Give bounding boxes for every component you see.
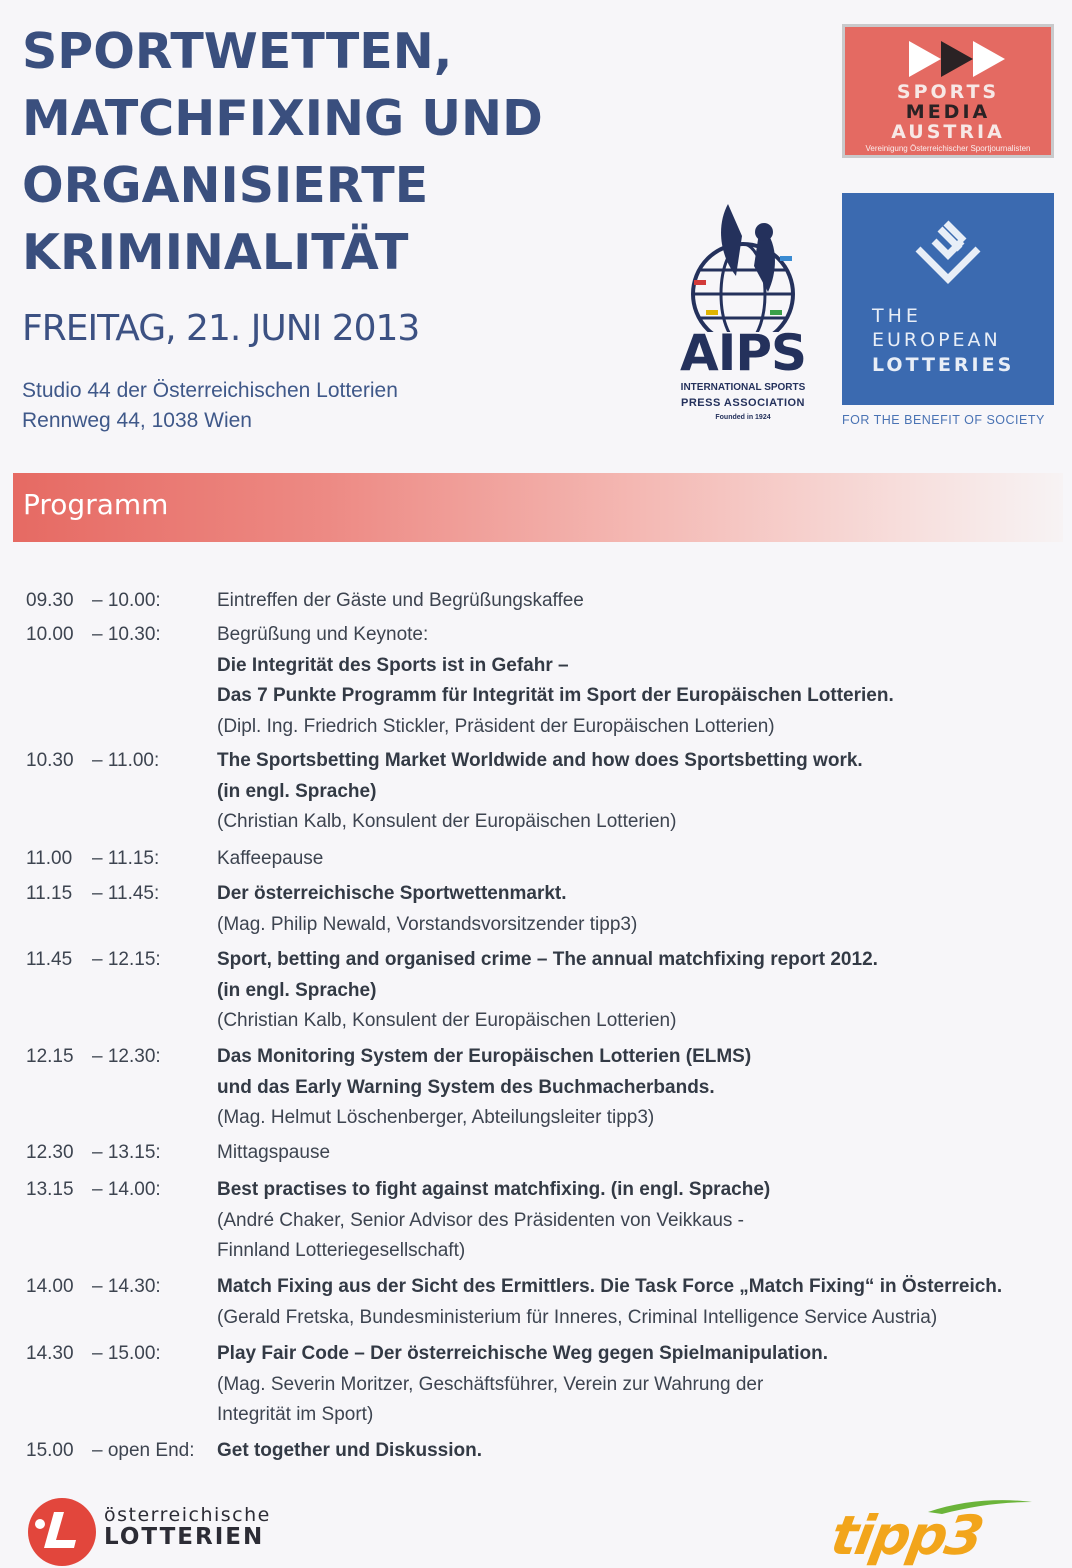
slot-end: – 13.15: <box>92 1142 161 1163</box>
slot-time <box>26 1138 161 1168</box>
slot-description <box>217 844 1047 875</box>
title-line: MATCHFIXING UND <box>22 90 543 147</box>
slot-start: 10.00 <box>26 624 74 645</box>
slot-line: Get together und Diskussion. <box>217 1440 482 1461</box>
sma-subtitle: Vereinigung Österreichischer Sportjournalisten <box>865 144 1031 153</box>
slot-description <box>217 620 1047 742</box>
slot-line: Mittagspause <box>217 1142 331 1163</box>
slot-end: – 11.00: <box>92 750 160 771</box>
slot-line: Das 7 Punkte Programm für Integrität im Sport der Europäischen Lotterien. <box>217 685 894 706</box>
slot-line: (Gerald Fretska, Bundesministerium für Inneres, Criminal Intelligence Service Austria) <box>217 1306 938 1328</box>
slot-time <box>26 1175 161 1205</box>
venue-line: Rennweg 44, 1038 Wien <box>22 409 252 432</box>
slot-end: – 11.45: <box>92 883 160 904</box>
sports-media-austria-logo <box>842 24 1054 158</box>
slot-description <box>217 586 1047 617</box>
event-title <box>22 18 543 286</box>
section-title: Programm <box>23 488 169 521</box>
slot-description <box>217 945 1047 1037</box>
aips-globe-icon <box>676 196 810 332</box>
slot-line: Sport, betting and organised crime – The annual matchfixing report 2012. <box>217 949 878 970</box>
slot-line: Begrüßung und Keynote: <box>217 624 429 645</box>
slot-line: und das Early Warning System des Buchmacherbands. <box>217 1076 715 1098</box>
slot-line: (Mag. Severin Moritzer, Geschäftsführer, Verein zur Wahrung der <box>217 1373 764 1395</box>
ol-big-text: LOTTERIEN <box>104 1524 265 1550</box>
slot-line: (in engl. Sprache) <box>217 780 377 802</box>
slot-description <box>217 1272 1047 1333</box>
fast-forward-icon <box>909 41 1029 77</box>
slot-line: Das Monitoring System der Europäischen Lotterien (ELMS) <box>217 1046 752 1067</box>
slot-start: 14.00 <box>26 1276 74 1297</box>
slot-line: (Christian Kalb, Konsulent der Europäischen Lotterien) <box>217 811 677 832</box>
slot-start: 11.15 <box>26 883 73 904</box>
slot-end: – 14.30: <box>92 1276 161 1297</box>
venue-line: Studio 44 der Österreichischen Lotterien <box>22 379 398 402</box>
slot-start: 12.30 <box>26 1142 74 1163</box>
slot-line: (Dipl. Ing. Friedrich Stickler, Präsident der Europäischen Lotterien) <box>217 715 775 737</box>
slot-start: 09.30 <box>26 590 74 611</box>
slot-description <box>217 1339 1047 1431</box>
slot-description <box>217 879 1047 940</box>
slot-time <box>26 945 161 975</box>
slot-time <box>26 844 160 874</box>
slot-line: (in engl. Sprache) <box>217 979 377 1001</box>
slot-time <box>26 1436 195 1466</box>
slot-description <box>217 1138 1047 1169</box>
slot-description <box>217 1042 1047 1134</box>
slot-line: Der österreichische Sportwettenmarkt. <box>217 883 567 904</box>
slot-end: – 14.00: <box>92 1179 161 1200</box>
slot-time <box>26 1339 161 1369</box>
oesterreichische-lotterien-logo <box>24 1494 324 1568</box>
el-line2: EUROPEAN <box>872 329 1001 351</box>
slot-line: Die Integrität des Sports ist in Gefahr – <box>217 654 569 676</box>
slot-line: Finnland Lotteriegesellschaft) <box>217 1240 466 1261</box>
slot-start: 11.00 <box>26 848 73 869</box>
slot-time <box>26 1042 161 1072</box>
slot-line: Best practises to fight against matchfixing. (in engl. Sprache) <box>217 1179 771 1200</box>
slot-time <box>26 879 160 909</box>
slot-end: – 11.15: <box>92 848 160 869</box>
el-line3: LOTTERIES <box>872 354 1015 376</box>
slot-start: 15.00 <box>26 1440 74 1461</box>
slot-time <box>26 1272 161 1302</box>
aips-logo <box>676 196 810 432</box>
slot-line: Eintreffen der Gäste und Begrüßungskaffee <box>217 590 584 611</box>
slot-description <box>217 746 1047 838</box>
slot-line: (Mag. Helmut Löschenberger, Abteilungsleiter tipp3) <box>217 1107 655 1128</box>
slot-start: 13.15 <box>26 1179 74 1200</box>
title-line: KRIMINALITÄT <box>22 224 409 281</box>
slot-description <box>217 1436 1047 1467</box>
slot-time <box>26 586 161 616</box>
chevron-emblem-icon <box>842 193 1054 293</box>
slot-line: Kaffeepause <box>217 848 324 869</box>
slot-end: – 12.15: <box>92 949 161 970</box>
tipp3-logo <box>826 1496 1054 1567</box>
aips-line1: INTERNATIONAL SPORTS <box>680 382 806 393</box>
aips-line3: Founded in 1924 <box>715 414 771 421</box>
event-date: FREITAG, 21. JUNI 2013 <box>22 308 420 349</box>
lotterien-emblem-icon <box>24 1494 100 1568</box>
slot-end: – open End: <box>92 1440 195 1461</box>
european-lotteries-logo <box>842 193 1054 405</box>
sma-line1: SPORTS <box>896 81 1000 103</box>
slot-line: (Mag. Philip Newald, Vorstandsvorsitzender tipp3) <box>217 913 638 935</box>
title-line: SPORTWETTEN, <box>22 23 453 80</box>
slot-line: Match Fixing aus der Sicht des Ermittlers. Die Task Force „Match Fixing“ in Österreich. <box>217 1276 1003 1297</box>
slot-line: The Sportsbetting Market Worldwide and how does Sportsbetting work. <box>217 750 863 771</box>
slot-end: – 12.30: <box>92 1046 161 1067</box>
slot-end: – 10.00: <box>92 590 161 611</box>
sma-line2: MEDIA <box>905 101 991 123</box>
slot-line: Play Fair Code – Der österreichische Weg gegen Spielmanipulation. <box>217 1343 828 1364</box>
section-banner <box>13 473 1063 542</box>
slot-line: (Christian Kalb, Konsulent der Europäischen Lotterien) <box>217 1010 677 1031</box>
sma-line3: AUSTRIA <box>891 121 1005 143</box>
title-line: ORGANISIERTE <box>22 157 429 214</box>
el-line1: THE <box>872 305 922 327</box>
slot-line: Integrität im Sport) <box>217 1404 374 1425</box>
slot-time <box>26 620 161 650</box>
slot-start: 14.30 <box>26 1343 74 1364</box>
slot-start: 11.45 <box>26 949 73 970</box>
tipp3-wordmark: tipp3 <box>826 1504 987 1567</box>
aips-line2: PRESS ASSOCIATION <box>680 397 806 409</box>
slot-start: 10.30 <box>26 750 74 771</box>
ol-small-text: österreichische <box>104 1504 271 1526</box>
aips-wordmark: AIPS <box>680 324 806 382</box>
slot-time <box>26 746 160 776</box>
slot-end: – 15.00: <box>92 1343 161 1364</box>
slot-end: – 10.30: <box>92 624 161 645</box>
event-venue <box>22 376 398 436</box>
slot-start: 12.15 <box>26 1046 74 1067</box>
slot-line: (André Chaker, Senior Advisor des Präsidenten von Veikkaus - <box>217 1209 745 1231</box>
el-tagline: FOR THE BENEFIT OF SOCIETY <box>842 413 1045 427</box>
slot-description <box>217 1175 1047 1267</box>
